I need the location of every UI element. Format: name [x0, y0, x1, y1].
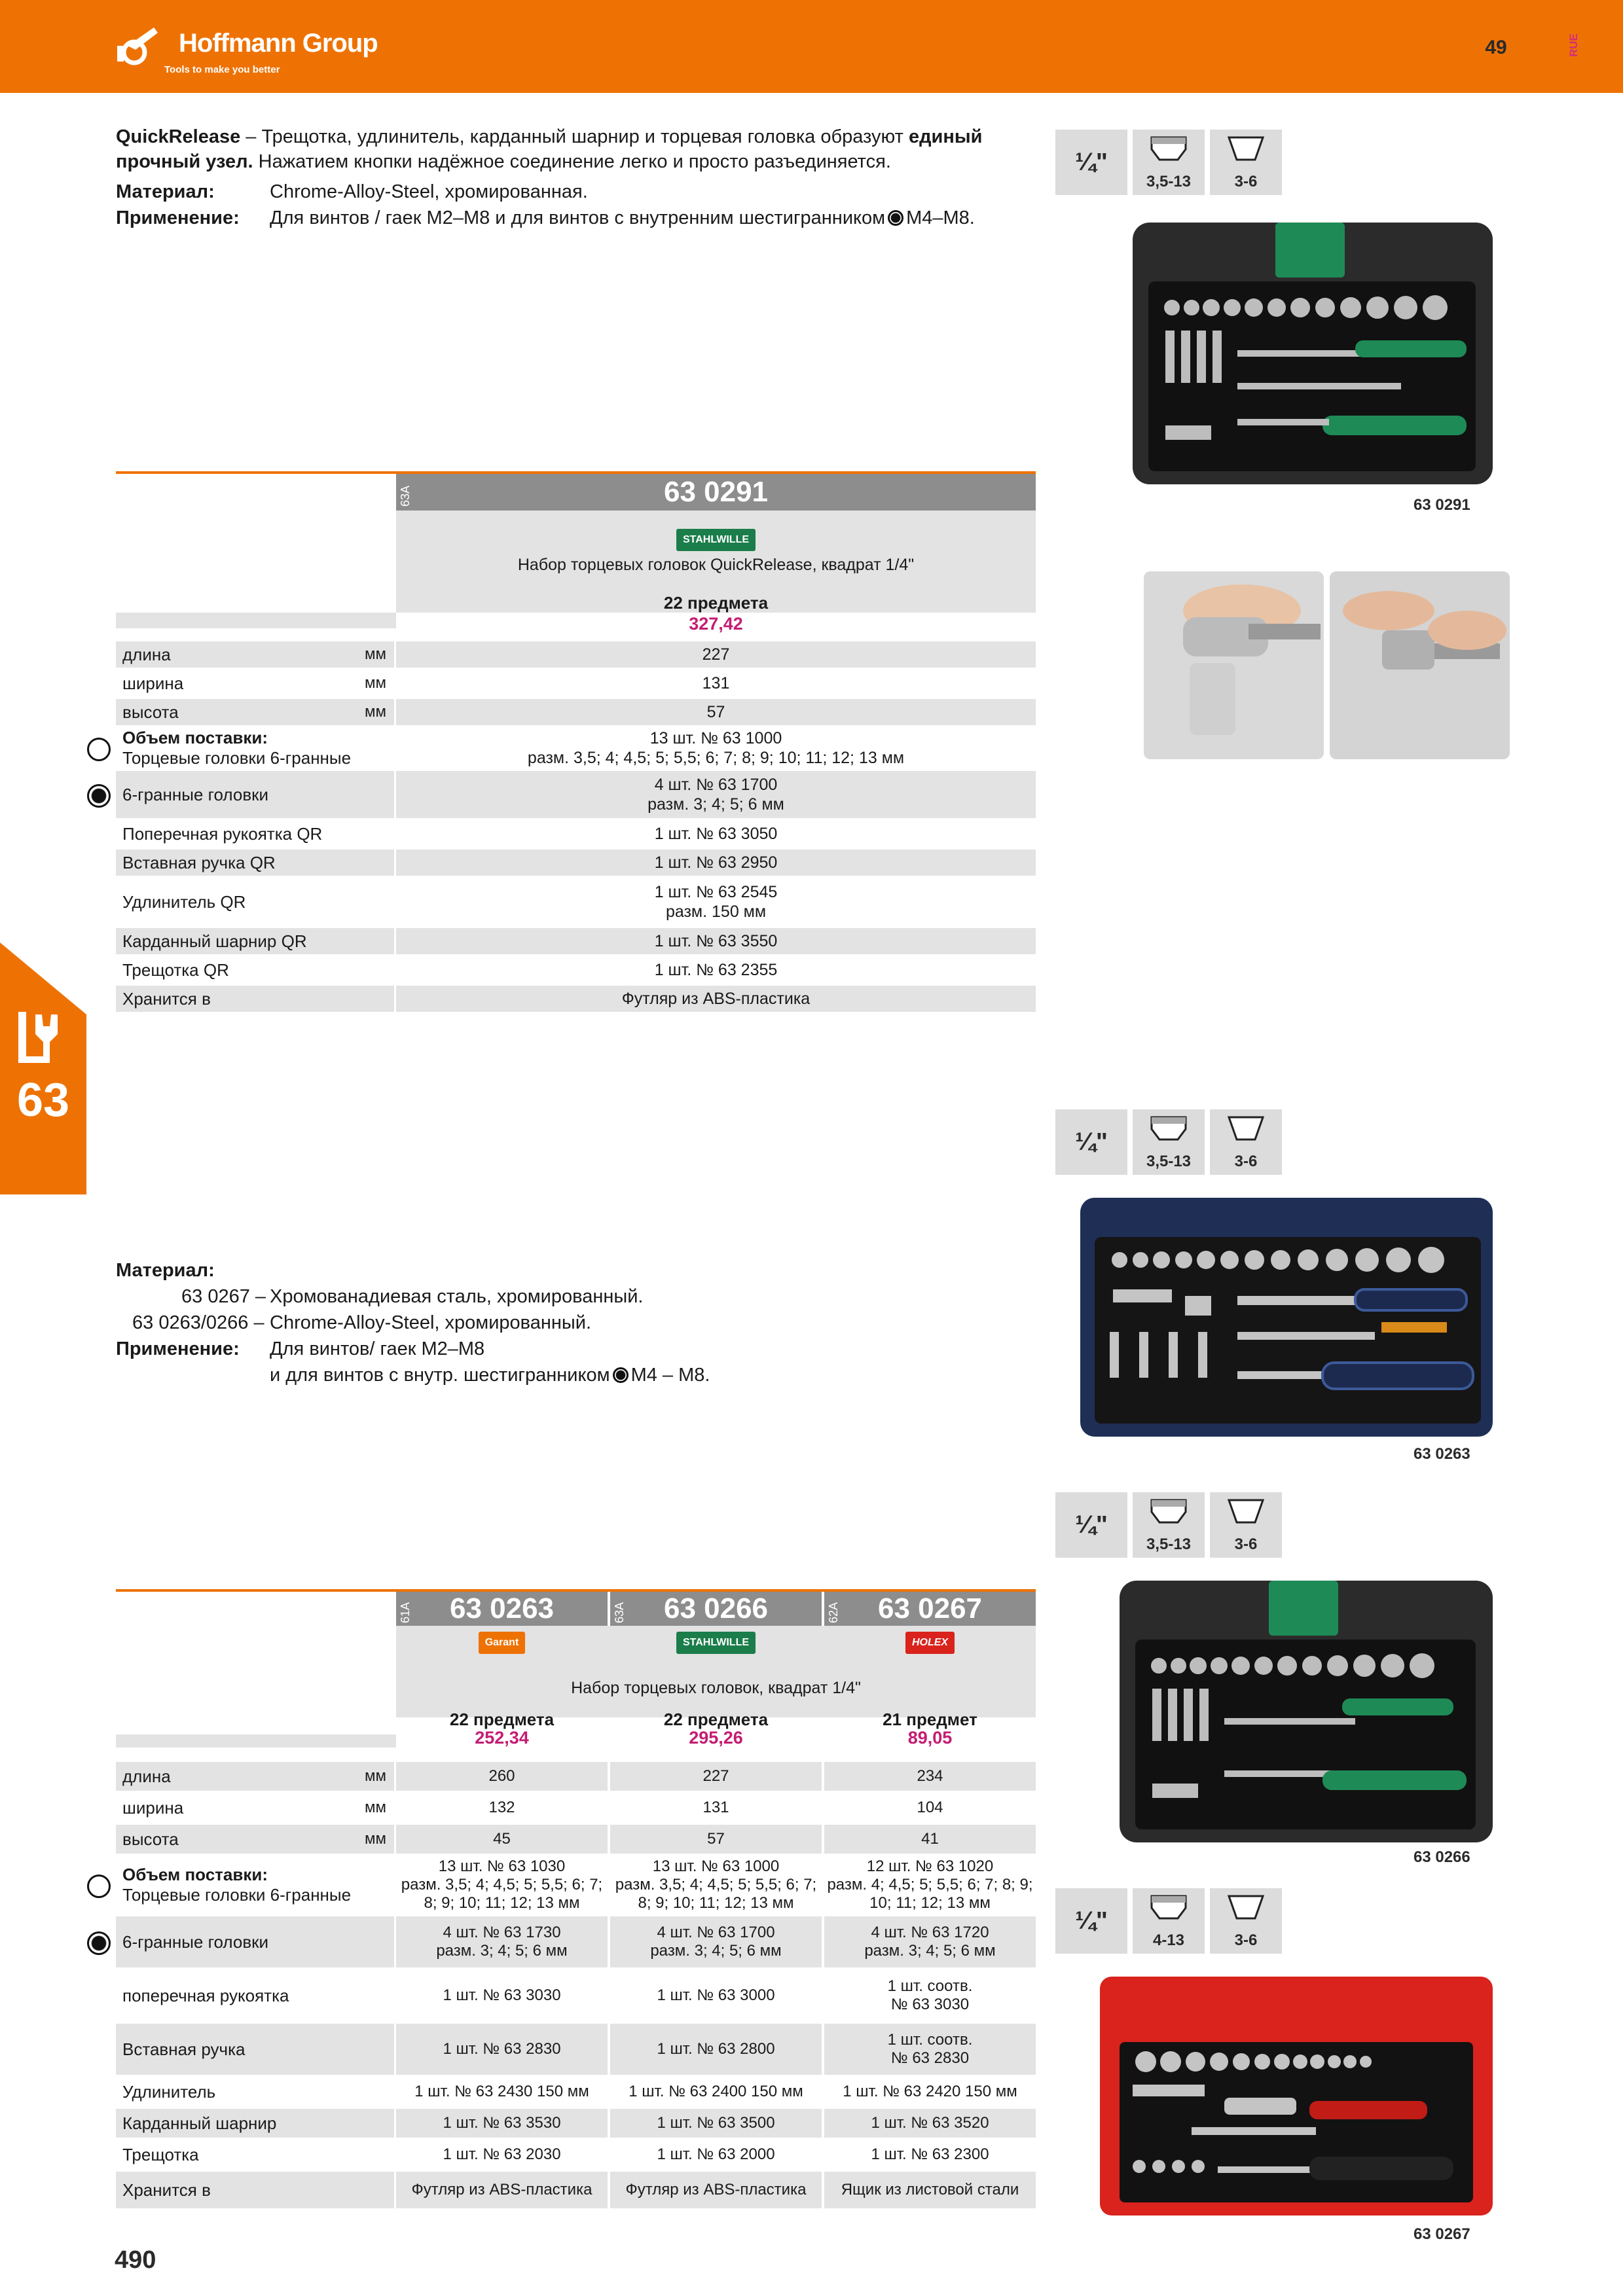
row-value-text: 1 шт. соотв.	[887, 1977, 973, 1995]
table2-row	[116, 1762, 1036, 1793]
set-count-630267: 21 предмет	[883, 1710, 977, 1729]
row-label	[116, 821, 394, 847]
application-label-2: Применение:	[116, 1338, 240, 1359]
row-value-text: 4 шт. № 63 1720	[871, 1924, 989, 1941]
drive-size: ¼"	[1055, 1888, 1127, 1954]
row-value-text: 1 шт. № 63 3550	[654, 932, 778, 950]
row-value-text: 1 шт. № 63 2800	[657, 2040, 775, 2058]
row-value-text: 1 шт. № 63 3530	[443, 2114, 561, 2132]
row-value-text: разм. 4; 4,5; 5; 5,5; 6; 7; 8; 9;	[827, 1876, 1033, 1893]
row-label	[116, 641, 394, 668]
row-label-text: Удлинитель	[122, 2081, 216, 2102]
brand-badge-holex: HOLEX	[905, 1632, 955, 1654]
row-value	[610, 1970, 822, 2021]
row-value-text: 57	[707, 1830, 725, 1848]
application-range-2: M4 – M8.	[630, 1365, 710, 1386]
socket-range: 3,5-13	[1146, 1153, 1192, 1170]
table2-row	[116, 2024, 1036, 2077]
table1-row	[116, 728, 1036, 771]
row-value-text: разм. 3,5; 4; 4,5; 5; 5,5; 6; 7; 8; 9; 10; 11; 12; 13 мм	[527, 749, 905, 767]
row-value-text: 227	[702, 645, 730, 664]
row-label	[116, 878, 394, 925]
row-label	[116, 1970, 394, 2021]
brand-cell-garant	[396, 1630, 608, 1656]
row-label	[116, 1856, 394, 1914]
photo-caption-630263: 63 0263	[1413, 1445, 1470, 1463]
order-number: 63 0266	[663, 1592, 769, 1624]
row-label	[116, 2109, 394, 2138]
row-label-text: 6-гранные головки	[122, 784, 269, 804]
row-unit: мм	[365, 1830, 386, 1848]
row-value-text: 1 шт. № 63 2000	[657, 2145, 775, 2163]
row-label	[116, 670, 394, 696]
row-label	[116, 1916, 394, 1967]
price-630263: 252,34	[475, 1728, 529, 1748]
row-value	[824, 2077, 1036, 2106]
price-row-label-2	[116, 1734, 396, 1748]
row-label	[116, 1793, 394, 1822]
row-value-text: 1 шт. № 63 3520	[871, 2114, 989, 2132]
row-value	[610, 1856, 822, 1914]
catalog-code: 62A	[827, 1602, 840, 1623]
application-line-2	[270, 1363, 710, 1388]
intro-emphasis: единый	[908, 126, 983, 147]
row-value	[396, 2077, 608, 2106]
application-value	[270, 206, 975, 230]
row-label-text: Трещотка QR	[122, 960, 229, 980]
application-range: M4–M8.	[906, 207, 975, 228]
row-value-text: разм. 3; 4; 5; 6 мм	[436, 1942, 568, 1960]
row-value	[824, 1856, 1036, 1914]
order-number-header	[396, 474, 1036, 511]
row-value-text: 12 шт. № 63 1020	[866, 1857, 994, 1875]
row-value-text: 8; 9; 10; 11; 12; 13 мм	[638, 1894, 794, 1912]
catalog-code: 63A	[399, 485, 412, 507]
row-value-text: 131	[702, 1799, 729, 1816]
table1-row	[116, 957, 1036, 986]
row-value	[396, 1970, 608, 2021]
row-label	[116, 1762, 394, 1791]
row-value-text: 1 шт. № 63 3000	[657, 1986, 775, 2004]
row-value-text: 227	[702, 1767, 729, 1785]
table2-row	[116, 2109, 1036, 2140]
brand-cell-holex	[824, 1630, 1036, 1656]
hex-socket-icon	[613, 1367, 629, 1383]
row-value-text: Футляр из ABS-пластика	[411, 2181, 593, 2198]
row-label-sub: Торцевые головки 6-гранные	[122, 748, 352, 768]
material-label: Материал:	[116, 181, 215, 202]
row-value	[396, 2172, 608, 2208]
row-unit: мм	[365, 645, 386, 663]
order-header-630266	[610, 1592, 822, 1626]
application-text: Для винтов / гаек M2–M8 и для винтов с внутренним шестигранником	[270, 207, 886, 228]
row-value	[396, 957, 1036, 983]
row-unit: мм	[365, 1767, 386, 1785]
row-value-text: 1 шт. соотв.	[887, 2031, 973, 2049]
row-value	[396, 1762, 608, 1791]
row-value-text: 1 шт. № 63 2300	[871, 2145, 989, 2163]
row-value-text: Футляр из ABS-пластика	[625, 2181, 807, 2198]
row-value-text: 10; 11; 12; 13 мм	[869, 1894, 991, 1912]
row-label-sub: Торцевые головки 6-гранные	[122, 1885, 352, 1905]
row-value	[610, 1793, 822, 1822]
row-value-text: 41	[921, 1830, 939, 1848]
row-value-text: 4 шт. № 63 1730	[443, 1924, 561, 1941]
intro-text-2: Нажатием кнопки надёжное соединение легко и просто разъединяется.	[253, 151, 891, 172]
table1-row	[116, 771, 1036, 821]
photo-caption-630267: 63 0267	[1413, 2225, 1470, 2243]
row-value-text: Футляр из ABS-пластика	[621, 990, 811, 1008]
row-value	[824, 2172, 1036, 2208]
product-photo-630266	[1113, 1574, 1499, 1849]
row-label	[116, 2077, 394, 2106]
row-value	[610, 1762, 822, 1791]
hex-range-icon	[1210, 1888, 1282, 1954]
row-value	[396, 1916, 608, 1967]
application-label: Применение:	[116, 207, 240, 228]
brand-logo	[115, 20, 390, 79]
row-value-text: 57	[706, 703, 725, 721]
row-value	[396, 641, 1036, 668]
row-value-text: 234	[917, 1767, 943, 1785]
row-value	[396, 1793, 608, 1822]
order-number: 63 0263	[449, 1592, 555, 1624]
drive-size: ¼"	[1055, 1109, 1127, 1175]
row-value	[610, 2024, 822, 2075]
row-value-text: 1 шт. № 63 3050	[654, 825, 778, 843]
row-value	[610, 2172, 822, 2208]
hex-key-icon	[87, 1931, 111, 1955]
order-number: 63 0291	[663, 476, 769, 508]
chapter-number: 63	[16, 1074, 70, 1126]
row-label	[116, 957, 394, 983]
brand-badge-stahlwille: STAHLWILLE	[676, 1632, 756, 1654]
photo-caption-630291: 63 0291	[1413, 496, 1470, 514]
row-value-text: разм. 3,5; 4; 4,5; 5; 5,5; 6; 7;	[615, 1876, 817, 1893]
product-photo-630263	[1074, 1191, 1499, 1443]
row-label	[116, 986, 394, 1012]
row-label-text: длина	[122, 1766, 171, 1786]
row-value-text: Ящик из листовой стали	[841, 2181, 1019, 2198]
socket-range: 3,5-13	[1146, 173, 1192, 190]
chapter-tab	[0, 942, 86, 1194]
row-value	[824, 1793, 1036, 1822]
brand-cell-stahlwille	[610, 1630, 822, 1656]
row-value-text: 13 шт. № 63 1000	[649, 729, 782, 747]
brand-badge-garant: Garant	[479, 1632, 526, 1654]
brand-tagline: Tools to make you better	[164, 64, 280, 75]
table2-row	[116, 1793, 1036, 1825]
row-value-text: 1 шт. № 63 2430 150 мм	[414, 2083, 589, 2100]
detail-photo-ratchet	[1144, 571, 1324, 759]
row-value	[396, 2024, 608, 2075]
row-label	[116, 2172, 394, 2208]
price-630266: 295,26	[689, 1728, 743, 1748]
row-value	[610, 2140, 822, 2169]
row-value-text: 1 шт. № 63 2830	[443, 2040, 561, 2058]
row-label-text: Вставная ручка	[122, 2039, 246, 2059]
material-code-2: 63 0263/0266 –	[132, 1312, 264, 1333]
product-photo-630267	[1093, 1970, 1499, 2222]
set-title-2: Набор торцевых головок, квадрат 1/4"	[571, 1679, 861, 1697]
row-value	[610, 1825, 822, 1854]
row-label-text: 6-гранные головки	[122, 1931, 269, 1952]
row-label-text: Трещотка	[122, 2144, 199, 2164]
row-value-text: 8; 9; 10; 11; 12; 13 мм	[424, 1894, 580, 1912]
table2-row	[116, 1825, 1036, 1856]
price-row-label	[116, 613, 396, 628]
order-header-630267	[824, 1592, 1036, 1626]
table-630263-0266-0267	[116, 1592, 1036, 1748]
intro-line-2	[116, 149, 891, 174]
table1-row	[116, 986, 1036, 1014]
intro-text: – Трещотка, удлинитель, карданный шарнир и торцевая головка образуют	[240, 126, 909, 147]
header-bar	[0, 0, 1623, 93]
row-value-text: 1 шт. № 63 2420 150 мм	[843, 2083, 1017, 2100]
row-value	[610, 1916, 822, 1967]
row-value	[396, 728, 1036, 768]
row-value	[824, 1970, 1036, 2021]
row-label	[116, 699, 394, 725]
row-value	[396, 2140, 608, 2169]
row-value-text: 13 шт. № 63 1000	[652, 1857, 780, 1875]
socket-range: 3,5-13	[1146, 1535, 1192, 1553]
table2-row	[116, 2077, 1036, 2109]
row-value-text: 260	[488, 1767, 515, 1785]
hex-range: 3-6	[1234, 1153, 1258, 1170]
hex-range-icon	[1210, 1492, 1282, 1558]
row-unit: мм	[365, 1799, 386, 1816]
wrench-icon	[16, 1008, 68, 1067]
photo-caption-630266: 63 0266	[1413, 1848, 1470, 1866]
table1-row	[116, 850, 1036, 878]
row-label-text: Карданный шарнир	[122, 2113, 277, 2133]
row-value-text: 1 шт. № 63 2545	[654, 883, 778, 901]
set-count: 22 предмета	[663, 593, 769, 613]
hex-range: 3-6	[1234, 173, 1258, 190]
table1-row	[116, 699, 1036, 728]
table2-row	[116, 1970, 1036, 2024]
row-value-text: 1 шт. № 63 3030	[443, 1986, 561, 2004]
table1-row	[116, 928, 1036, 957]
material-label-2: Материал:	[116, 1260, 215, 1281]
row-label-text: Хранится в	[122, 2179, 211, 2200]
intro-emphasis-2: прочный узел.	[116, 151, 253, 172]
row-value-text: 131	[702, 674, 730, 692]
hex-range: 3-6	[1234, 1931, 1258, 1949]
table1-row	[116, 821, 1036, 850]
row-value-text: разм. 3; 4; 5; 6 мм	[647, 795, 784, 814]
row-value-text: разм. 3; 4; 5; 6 мм	[650, 1942, 782, 1960]
brand-badge-stahlwille: STAHLWILLE	[676, 529, 756, 551]
row-label-text: Хранится в	[122, 988, 211, 1009]
intro-line-1	[116, 124, 982, 149]
hex-socket-icon	[888, 210, 903, 226]
price-630267: 89,05	[907, 1728, 953, 1748]
page-number-top: 49	[1485, 37, 1507, 58]
socket-icon	[87, 738, 111, 761]
row-value-text: 1 шт. № 63 2950	[654, 853, 778, 872]
table2-row	[116, 1856, 1036, 1916]
row-label-text: ширина	[122, 673, 184, 693]
row-value-text: разм. 150 мм	[665, 903, 767, 921]
table1-row	[116, 878, 1036, 928]
material-code-1: 63 0267 –	[181, 1286, 266, 1307]
row-value	[396, 850, 1036, 876]
detail-photo-socket	[1330, 571, 1510, 759]
row-label-text: высота	[122, 702, 179, 722]
row-label-text: Карданный шарнир QR	[122, 931, 307, 951]
table1-row	[116, 670, 1036, 699]
set-count-630266: 22 предмета	[663, 1710, 769, 1729]
application-line-1: Для винтов/ гаек M2–M8	[270, 1338, 485, 1359]
drive-size: ¼"	[1055, 1492, 1127, 1558]
row-value-text: 4 шт. № 63 1700	[654, 776, 778, 794]
row-label-text: Удлинитель QR	[122, 891, 246, 912]
row-label	[116, 2140, 394, 2169]
hoffmann-logo-icon	[115, 26, 177, 67]
product-photo-630291	[1126, 216, 1499, 491]
row-unit: мм	[365, 674, 386, 692]
row-value-text: 132	[488, 1799, 515, 1816]
table2-row	[116, 1916, 1036, 1970]
row-value-text: 1 шт. № 63 2355	[654, 961, 778, 979]
row-label	[116, 2024, 394, 2075]
order-number: 63 0267	[877, 1592, 983, 1624]
hex-key-icon	[87, 784, 111, 808]
row-label-text: высота	[122, 1829, 179, 1849]
row-value-text: 13 шт. № 63 1030	[438, 1857, 566, 1875]
socket-icon	[87, 1874, 111, 1898]
set-title: Набор торцевых головок QuickRelease, квадрат 1/4"	[517, 556, 915, 574]
row-value	[610, 2077, 822, 2106]
row-label	[116, 771, 394, 818]
catalog-code: 63A	[613, 1602, 626, 1623]
row-value	[824, 1825, 1036, 1854]
row-value	[396, 986, 1036, 1012]
set-count-630263: 22 предмета	[449, 1710, 555, 1729]
row-value	[396, 699, 1036, 725]
order-header-630263	[396, 1592, 608, 1626]
row-value	[824, 1762, 1036, 1791]
hex-range-icon	[1210, 130, 1282, 195]
row-value	[396, 928, 1036, 954]
row-label	[116, 1825, 394, 1854]
row-label-text: поперечная рукоятка	[122, 1985, 289, 2005]
row-label-text: длина	[122, 644, 171, 664]
page-number-bottom: 490	[115, 2246, 156, 2274]
intro-keyword: QuickRelease	[116, 126, 241, 147]
row-label-text: Вставная ручка QR	[122, 852, 276, 872]
row-unit: мм	[365, 703, 386, 721]
socket-range-icon	[1133, 1109, 1205, 1175]
row-value	[824, 2109, 1036, 2138]
hex-range: 3-6	[1234, 1535, 1258, 1553]
set-price: 327,42	[396, 613, 1036, 635]
brand-name: Hoffmann Group	[179, 29, 378, 58]
row-value-text: разм. 3; 4; 5; 6 мм	[864, 1942, 996, 1960]
hex-range-icon	[1210, 1109, 1282, 1175]
row-value-text: 1 шт. № 63 2400 150 мм	[629, 2083, 803, 2100]
row-value	[824, 2140, 1036, 2169]
socket-range-icon	[1133, 1888, 1205, 1954]
row-label-text: ширина	[122, 1797, 184, 1818]
material-value-2: Chrome-Alloy-Steel, хромированный.	[270, 1312, 592, 1333]
material-value-1: Хромованадиевая сталь, хромированный.	[270, 1286, 644, 1307]
table1-row	[116, 641, 1036, 670]
row-label-text: Поперечная рукоятка QR	[122, 823, 323, 844]
row-value-text: 1 шт. № 63 3500	[657, 2114, 775, 2132]
row-label	[116, 850, 394, 876]
row-value-text: № 63 3030	[890, 1996, 970, 2013]
table2-row	[116, 2140, 1036, 2172]
material-value: Chrome-Alloy-Steel, хромированная.	[270, 181, 588, 202]
row-value	[396, 821, 1036, 847]
socket-range-icon	[1133, 1492, 1205, 1558]
row-value	[824, 1916, 1036, 1967]
row-value-text: 104	[917, 1799, 943, 1816]
catalog-code: 61A	[399, 1602, 412, 1623]
row-label-text: Объем поставки:	[122, 1865, 268, 1884]
socket-range: 4-13	[1152, 1931, 1185, 1949]
language-code: RUE	[1567, 33, 1580, 57]
socket-range-icon	[1133, 130, 1205, 195]
row-value-text: разм. 3,5; 4; 4,5; 5; 5,5; 6; 7;	[401, 1876, 603, 1893]
row-label	[116, 728, 394, 768]
row-value	[610, 2109, 822, 2138]
row-label	[116, 928, 394, 954]
drive-size: ¼"	[1055, 130, 1127, 195]
row-value	[396, 670, 1036, 696]
row-value-text: 1 шт. № 63 2030	[443, 2145, 561, 2163]
row-value-text: 4 шт. № 63 1700	[657, 1924, 775, 1941]
row-value	[396, 771, 1036, 818]
application-text-2: и для винтов с внутр. шестигранником	[270, 1365, 610, 1386]
row-value-text: 45	[493, 1830, 511, 1848]
row-value	[396, 1825, 608, 1854]
row-value	[396, 2109, 608, 2138]
row-value	[824, 2024, 1036, 2075]
row-label-text: Объем поставки:	[122, 728, 268, 747]
table2-row	[116, 2172, 1036, 2211]
row-value	[396, 878, 1036, 925]
row-value	[396, 1856, 608, 1914]
row-value-text: № 63 2830	[890, 2049, 970, 2067]
